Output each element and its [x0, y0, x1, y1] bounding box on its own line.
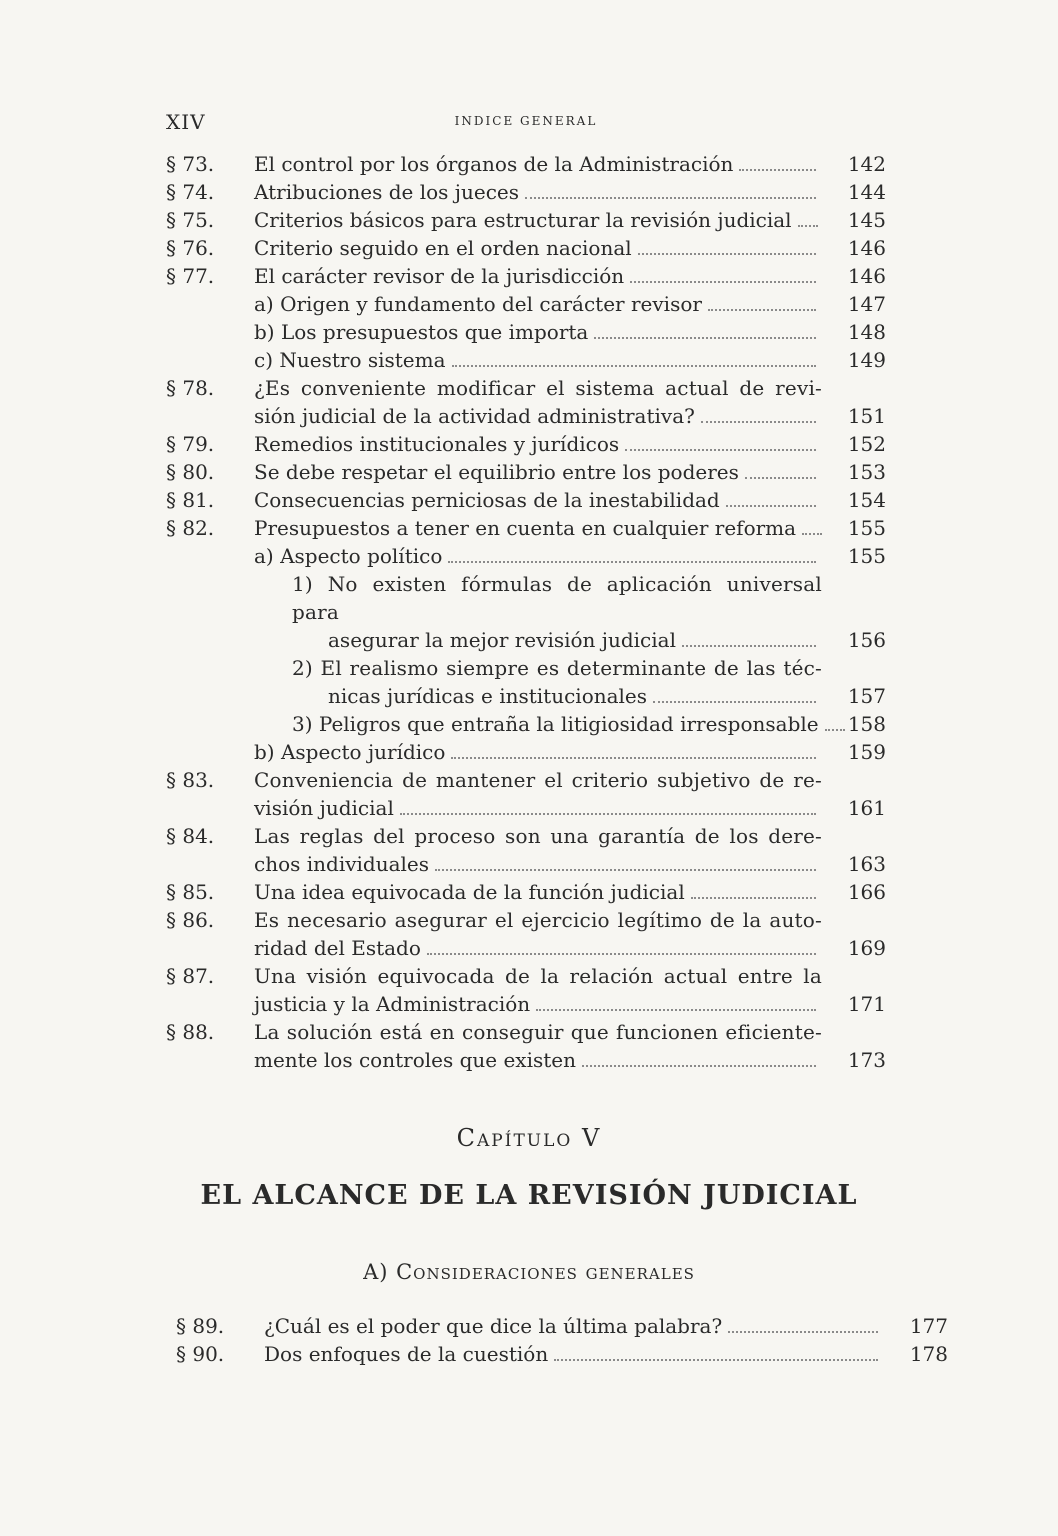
toc-entry-page: 142: [847, 152, 886, 176]
toc-entry-number: § 81.: [166, 488, 215, 512]
toc-entry: [166, 514, 886, 542]
toc-entry-title: ¿Cuál es el poder que dice la última palabra?: [264, 1312, 884, 1340]
toc-entry-number: § 75.: [166, 208, 215, 232]
toc-entry: [166, 878, 886, 906]
toc-entry: [166, 318, 886, 346]
toc-entry-page: 157: [847, 684, 886, 708]
toc-entry-page: 145: [847, 208, 886, 232]
toc-entry-title: Remedios institucionales y jurídicos: [254, 430, 822, 458]
toc-entry-title: Una visión equivocada de la relación actual entre la: [254, 964, 822, 988]
toc-entry-title: Consecuencias perniciosas de la inestabilidad: [254, 486, 822, 514]
toc-entry: [166, 822, 886, 878]
running-head: [166, 110, 886, 138]
toc-entry-number: § 88.: [166, 1020, 215, 1044]
toc-entry-title: b) Aspecto jurídico: [254, 738, 822, 766]
toc-entry-title: 1) No existen fórmulas de aplicación universal para: [292, 572, 822, 624]
toc-entry-title: La solución está en conseguir que funcionen eficiente-: [254, 1020, 822, 1044]
toc-entry: [166, 906, 886, 962]
toc-list: [166, 150, 886, 1074]
toc-entry-title: visión judicial: [254, 794, 822, 822]
toc-entry: [166, 346, 886, 374]
toc-entry-title: nicas jurídicas e institucionales: [292, 682, 822, 710]
toc-entry-number: § 74.: [166, 180, 215, 204]
toc-entry-title: asegurar la mejor revisión judicial: [292, 626, 822, 654]
toc-entry: [166, 710, 886, 738]
toc-entry-page: 161: [847, 796, 886, 820]
toc-entry-page: 169: [847, 936, 886, 960]
toc-entry: [166, 486, 886, 514]
toc-entry-title: Conveniencia de mantener el criterio subjetivo de re-: [254, 768, 822, 792]
toc-entry: [166, 570, 886, 654]
toc-entry-number: § 89.: [176, 1314, 225, 1338]
toc-entry-page: 166: [847, 880, 886, 904]
toc-entry-page: 159: [847, 740, 886, 764]
toc-entry: [166, 374, 886, 430]
toc-entry: [166, 178, 886, 206]
toc-entry: [166, 458, 886, 486]
toc-entry-page: 153: [847, 460, 886, 484]
toc-entry-page: 149: [847, 348, 886, 372]
toc-entry-page: 147: [847, 292, 886, 316]
toc-entry-number: § 87.: [166, 964, 215, 988]
toc-entry-title: sión judicial de la actividad administrativa?: [254, 402, 822, 430]
toc-entry: [166, 290, 886, 318]
toc-entry-page: 156: [847, 628, 886, 652]
toc-entry: [166, 1018, 886, 1074]
toc-entry-title: El carácter revisor de la jurisdicción: [254, 262, 822, 290]
toc-entry-page: 163: [847, 852, 886, 876]
toc-entry-number: § 84.: [166, 824, 215, 848]
toc-entry: [166, 206, 886, 234]
toc-entry-page: 152: [847, 432, 886, 456]
toc-entry-page: 171: [847, 992, 886, 1016]
toc-entry: [166, 738, 886, 766]
toc-entry-number: § 86.: [166, 908, 215, 932]
section-title: A) Consideraciones generales: [363, 1260, 695, 1284]
toc-entry-page: 154: [847, 488, 886, 512]
toc-entry-title: El control por los órganos de la Administración: [254, 150, 822, 178]
toc-entry-title: mente los controles que existen: [254, 1046, 822, 1074]
page-number: XIV: [166, 110, 206, 134]
toc-entry-title: Es necesario asegurar el ejercicio legítimo de la auto-: [254, 908, 822, 932]
toc-entry-title: ¿Es conveniente modificar el sistema actual de revi-: [254, 376, 822, 400]
toc-entry: [166, 654, 886, 710]
toc-entry: [166, 262, 886, 290]
toc-entry-title: ridad del Estado: [254, 934, 822, 962]
toc-entry-title: Dos enfoques de la cuestión: [264, 1340, 884, 1368]
toc-entry-title: Atribuciones de los jueces: [254, 178, 822, 206]
toc-entry-page: 178: [909, 1342, 948, 1366]
toc-entry-number: § 79.: [166, 432, 215, 456]
toc-entry: [166, 234, 886, 262]
toc-entry-page: 144: [847, 180, 886, 204]
toc-entry-page: 146: [847, 264, 886, 288]
toc-entry: [166, 962, 886, 1018]
toc-entry: [166, 542, 886, 570]
toc-entry-number: § 90.: [176, 1342, 225, 1366]
toc-entry-page: 146: [847, 236, 886, 260]
toc-entry-title: 2) El realismo siempre es determinante de las téc-: [292, 656, 822, 680]
toc-entry-page: 173: [847, 1048, 886, 1072]
chapter-label: Capítulo V: [456, 1124, 602, 1152]
toc-entry-page: 155: [847, 544, 886, 568]
toc-entry-title: c) Nuestro sistema: [254, 346, 822, 374]
toc-entry-number: § 82.: [166, 516, 215, 540]
toc-entry-title: a) Aspecto político: [254, 542, 822, 570]
toc-entry: [166, 766, 886, 822]
chapter-title: EL ALCANCE DE LA REVISIÓN JUDICIAL: [200, 1180, 858, 1211]
toc-entry-title: chos individuales: [254, 850, 822, 878]
toc-entry-number: § 85.: [166, 880, 215, 904]
toc-entry-title: Una idea equivocada de la función judicial: [254, 878, 822, 906]
toc-entry-number: § 83.: [166, 768, 215, 792]
toc-entry-title: Criterios básicos para estructurar la revisión judicial: [254, 206, 822, 234]
toc-entry-page: 151: [847, 404, 886, 428]
toc-entry-title: justicia y la Administración: [254, 990, 822, 1018]
toc-entry-number: § 80.: [166, 460, 215, 484]
toc-entry-title: Presupuestos a tener en cuenta en cualquier reforma: [254, 514, 822, 542]
toc-entry: [166, 430, 886, 458]
toc-entry-page: 177: [909, 1314, 948, 1338]
toc-entry-page: 148: [847, 320, 886, 344]
toc-entry-page: 158: [847, 712, 886, 736]
toc-entry: [166, 150, 886, 178]
toc-entry-title: Criterio seguido en el orden nacional: [254, 234, 822, 262]
toc-entry-title: Se debe respetar el equilibrio entre los poderes: [254, 458, 822, 486]
toc-entry-title: Las reglas del proceso son una garantía de los dere-: [254, 824, 822, 848]
toc-entry: [176, 1312, 948, 1340]
toc-entry: [176, 1340, 948, 1368]
toc-entry-number: § 77.: [166, 264, 215, 288]
toc-entry-title: b) Los presupuestos que importa: [254, 318, 822, 346]
running-title: INDICE GENERAL: [454, 114, 598, 128]
toc-entry-number: § 76.: [166, 236, 215, 260]
toc-entry-page: 155: [847, 516, 886, 540]
toc-entry-number: § 78.: [166, 376, 215, 400]
toc-entry-title: a) Origen y fundamento del carácter revisor: [254, 290, 822, 318]
toc-list-chapter-v: [176, 1312, 948, 1368]
toc-entry-number: § 73.: [166, 152, 215, 176]
toc-entry-title: 3) Peligros que entraña la litigiosidad irresponsable: [292, 710, 822, 738]
